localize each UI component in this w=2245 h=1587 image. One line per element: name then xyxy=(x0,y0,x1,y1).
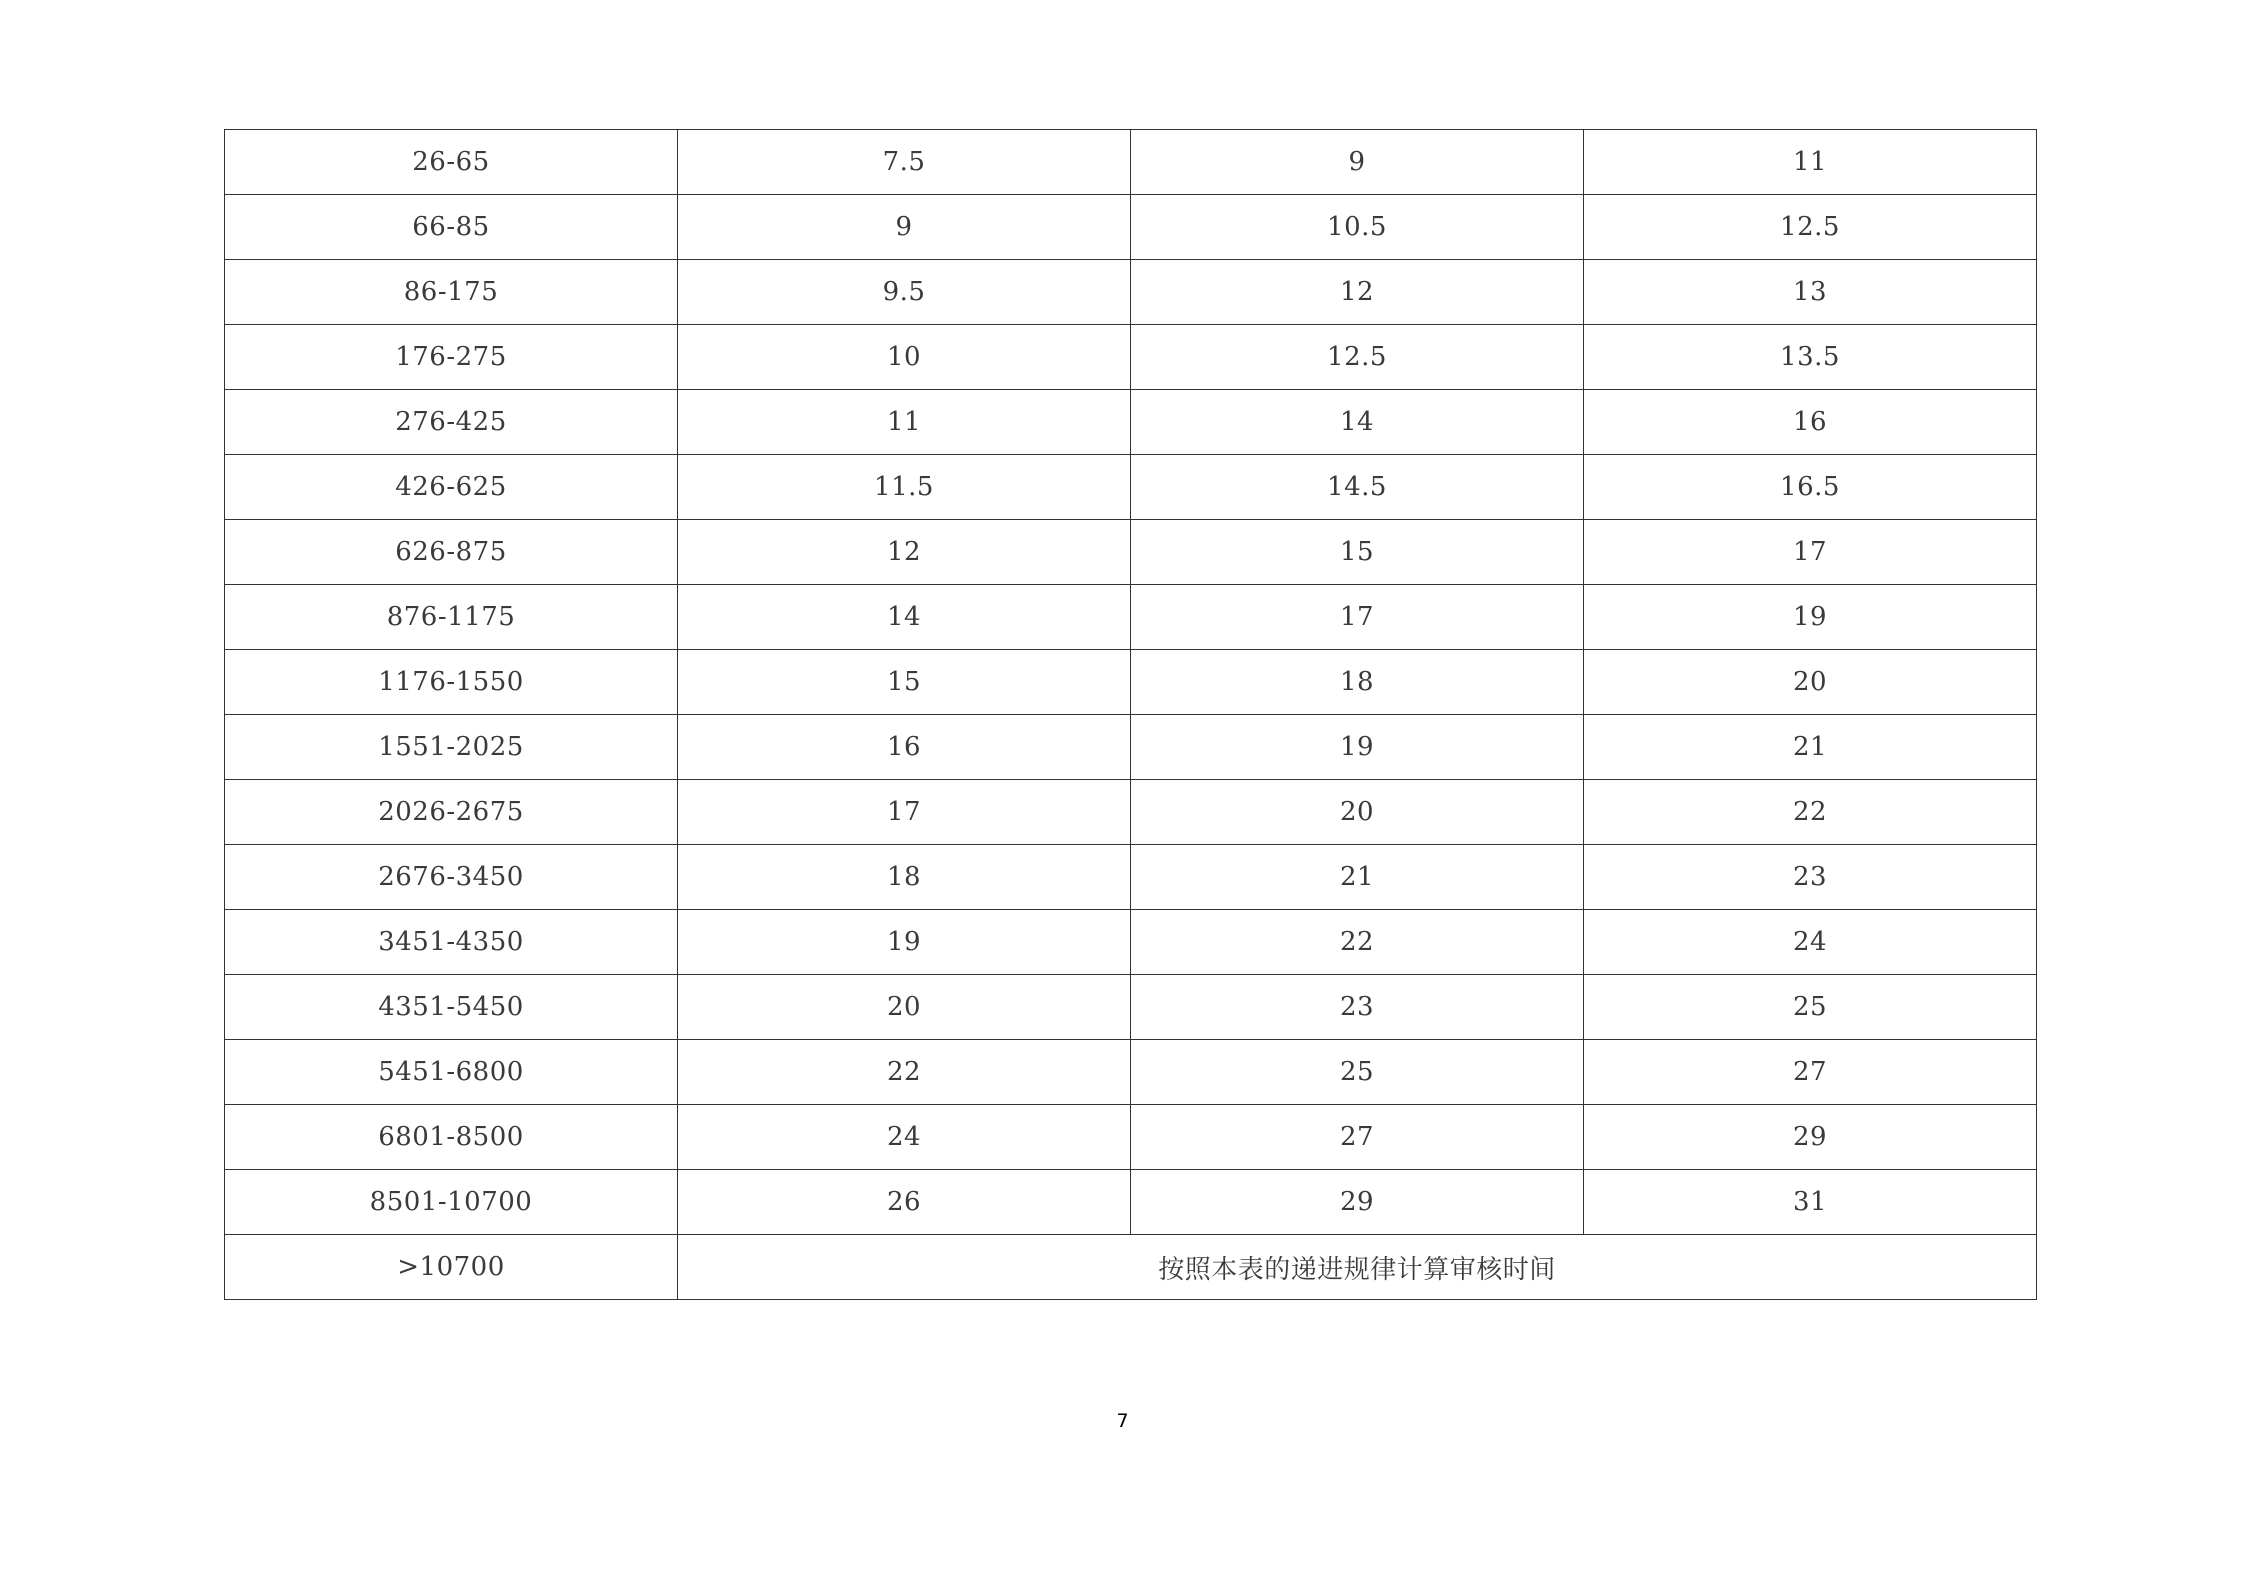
table-cell: 18 xyxy=(1131,650,1584,715)
table-row xyxy=(225,650,2037,715)
table-cell: 9 xyxy=(678,195,1131,260)
table-cell: 19 xyxy=(1131,715,1584,780)
table-cell: 176-275 xyxy=(225,325,678,390)
table-cell: 26 xyxy=(678,1170,1131,1235)
table-row xyxy=(225,390,2037,455)
table-cell: 22 xyxy=(1131,910,1584,975)
table-cell: 6801-8500 xyxy=(225,1105,678,1170)
table-cell: 7.5 xyxy=(678,130,1131,195)
table-cell-note: 按照本表的递进规律计算审核时间 xyxy=(678,1235,2037,1300)
table-row xyxy=(225,845,2037,910)
page-number: 7 xyxy=(1116,1410,1129,1432)
table-cell: 20 xyxy=(678,975,1131,1040)
table-row xyxy=(225,780,2037,845)
table-cell: 4351-5450 xyxy=(225,975,678,1040)
review-time-table xyxy=(224,129,2037,1300)
table-cell: 16 xyxy=(678,715,1131,780)
table-cell: 22 xyxy=(678,1040,1131,1105)
table-cell: 13.5 xyxy=(1584,325,2037,390)
table-cell: 19 xyxy=(1584,585,2037,650)
table-cell: 9.5 xyxy=(678,260,1131,325)
table-cell: 14 xyxy=(1131,390,1584,455)
table-row xyxy=(225,455,2037,520)
table-cell: 426-625 xyxy=(225,455,678,520)
table-body xyxy=(225,130,2037,1235)
table-cell: 86-175 xyxy=(225,260,678,325)
table-cell: 27 xyxy=(1584,1040,2037,1105)
table-cell: 25 xyxy=(1584,975,2037,1040)
table-cell: 12.5 xyxy=(1584,195,2037,260)
table-cell: 24 xyxy=(678,1105,1131,1170)
table-cell: 22 xyxy=(1584,780,2037,845)
table-cell: 25 xyxy=(1131,1040,1584,1105)
table-cell: 14 xyxy=(678,585,1131,650)
table-row-last xyxy=(225,1235,2037,1300)
table-cell: 1551-2025 xyxy=(225,715,678,780)
table-cell: 16.5 xyxy=(1584,455,2037,520)
table-cell: 17 xyxy=(678,780,1131,845)
table-cell: 14.5 xyxy=(1131,455,1584,520)
table-cell: 26-65 xyxy=(225,130,678,195)
table-cell: 11 xyxy=(678,390,1131,455)
table-cell: 2026-2675 xyxy=(225,780,678,845)
table-cell: 876-1175 xyxy=(225,585,678,650)
table-cell: 23 xyxy=(1584,845,2037,910)
table-cell: 15 xyxy=(678,650,1131,715)
table-cell: 10.5 xyxy=(1131,195,1584,260)
table-cell: 29 xyxy=(1131,1170,1584,1235)
table-row xyxy=(225,260,2037,325)
table-cell: 29 xyxy=(1584,1105,2037,1170)
table-cell: 17 xyxy=(1584,520,2037,585)
table-cell: 2676-3450 xyxy=(225,845,678,910)
table-cell: 19 xyxy=(678,910,1131,975)
table-cell: 12 xyxy=(1131,260,1584,325)
table-cell: 11.5 xyxy=(678,455,1131,520)
table-cell: 5451-6800 xyxy=(225,1040,678,1105)
table-cell: 13 xyxy=(1584,260,2037,325)
table-cell: 16 xyxy=(1584,390,2037,455)
table-cell: 3451-4350 xyxy=(225,910,678,975)
table-cell: 10 xyxy=(678,325,1131,390)
table-row xyxy=(225,520,2037,585)
table-cell: 18 xyxy=(678,845,1131,910)
table-row xyxy=(225,715,2037,780)
table-cell: 12.5 xyxy=(1131,325,1584,390)
table-cell: 276-425 xyxy=(225,390,678,455)
table-row xyxy=(225,910,2037,975)
table-cell: 20 xyxy=(1584,650,2037,715)
table-cell: 626-875 xyxy=(225,520,678,585)
table-cell: 31 xyxy=(1584,1170,2037,1235)
table-cell: 23 xyxy=(1131,975,1584,1040)
table-row xyxy=(225,195,2037,260)
table-cell: 1176-1550 xyxy=(225,650,678,715)
table-row xyxy=(225,325,2037,390)
table-cell: 8501-10700 xyxy=(225,1170,678,1235)
table-cell: 24 xyxy=(1584,910,2037,975)
table-cell: 17 xyxy=(1131,585,1584,650)
table-cell: 66-85 xyxy=(225,195,678,260)
table-cell: 27 xyxy=(1131,1105,1584,1170)
table-cell: 9 xyxy=(1131,130,1584,195)
table-row xyxy=(225,1105,2037,1170)
table-cell: 11 xyxy=(1584,130,2037,195)
table-row xyxy=(225,585,2037,650)
table-row xyxy=(225,1170,2037,1235)
table-row xyxy=(225,130,2037,195)
table-cell: 21 xyxy=(1584,715,2037,780)
table-cell-range: >10700 xyxy=(225,1235,678,1300)
table-row xyxy=(225,975,2037,1040)
table-cell: 15 xyxy=(1131,520,1584,585)
table-cell: 20 xyxy=(1131,780,1584,845)
table-cell: 12 xyxy=(678,520,1131,585)
table-cell: 21 xyxy=(1131,845,1584,910)
table-row xyxy=(225,1040,2037,1105)
